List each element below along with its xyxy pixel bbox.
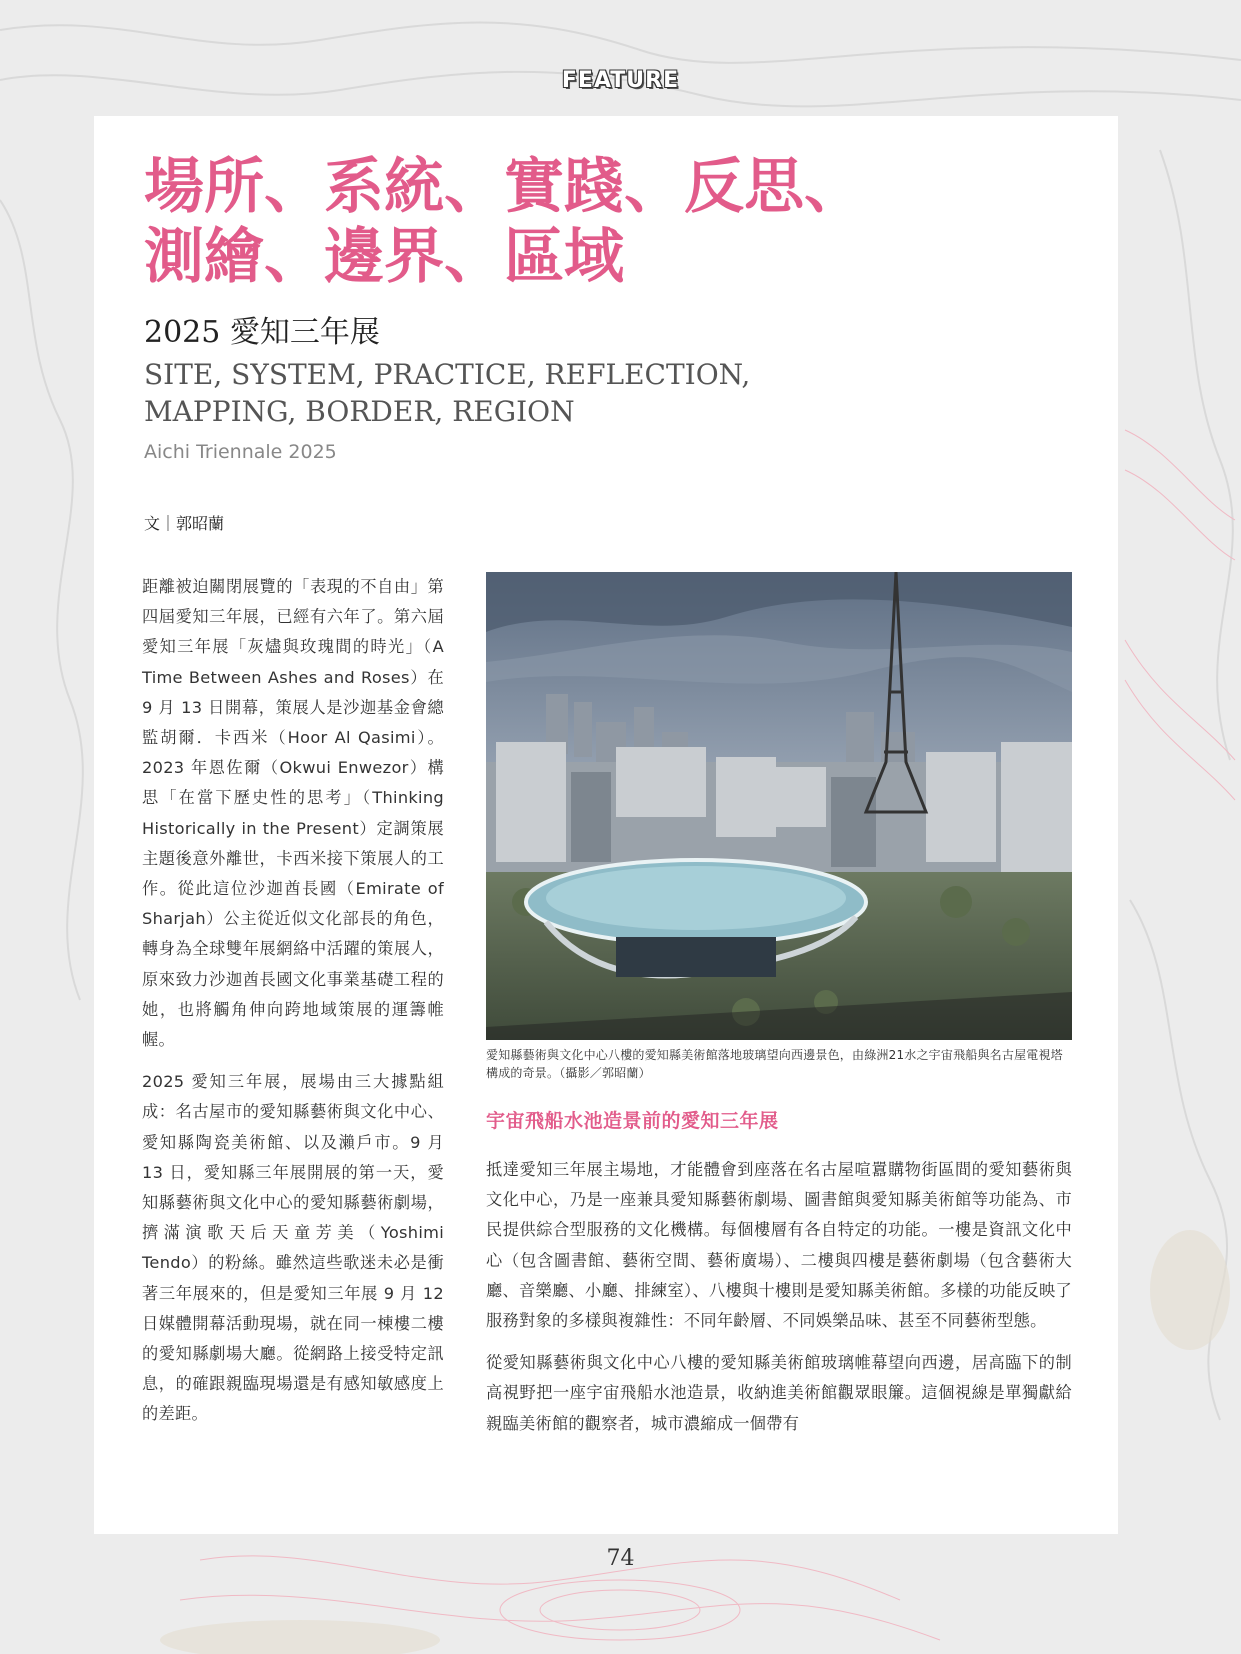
section-label: FEATURE bbox=[561, 68, 680, 93]
article-title-zh-line1: 場所、系統、實踐、反思、 bbox=[144, 152, 864, 222]
article-title-zh bbox=[144, 152, 1044, 292]
body-paragraph: 2025 愛知三年展，展場由三大據點組成：名古屋市的愛知縣藝術與文化中心、愛知縣陶瓷美術館、以及瀨戶市。9 月 13 日，愛知縣三年展開展的第一天，愛知縣藝術與文化中心的愛知縣藝術劇場，擠滿演歌天后天童芳美（Yoshimi Tendo）的粉絲。雖然這些歌迷未必是衝著三年展來的，但是愛知三年展 9 月 12 日媒體開幕活動現場，就在同一棟樓二樓的愛知縣劇場大廳。從網路上接受特定訊息，的確跟親臨現場還是有感知敏感度上的差距。 bbox=[142, 1072, 444, 1424]
left-column bbox=[142, 572, 444, 1442]
body-paragraph: 抵達愛知三年展主場地，才能體會到座落在名古屋喧囂購物街區間的愛知藝術與文化中心，乃是一座兼具愛知縣藝術劇場、圖書館與愛知縣美術館等功能為、市民提供綜合型服務的文化機構。每個樓層有各自特定的功能。一樓是資訊文化中心（包含圖書館、藝術空間、藝術廣場）、二樓與四樓是藝術劇場（包含藝術大廳、音樂廳、小廳、排練室）、八樓與十樓則是愛知縣美術館。多樣的功能反映了服務對象的多樣與複雜性：不同年齡層、不同娛樂品味、甚至不同藝術型態。 bbox=[486, 1160, 1072, 1331]
body-paragraph: 距離被迫關閉展覽的「表現的不自由」第四屆愛知三年展，已經有六年了。第六屆愛知三年展「灰燼與玫瑰間的時光」（A Time Between Ashes and Roses）在 9 月 13 日開幕，策展人是沙迦基金會總監胡爾．卡西米（Hoor Al Qasimi）。2023 年恩佐爾（Okwui Enwezor）構思「在當下歷史性的思考」（Thinking Historically in the Present）定調策展主題後意外離世，卡西米接下策展人的工作。從此這位沙迦酋長國（Emirate of Sharjah）公主從近似文化部長的角色，轉身為全球雙年展網絡中活躍的策展人，原來致力沙迦酋長國文化事業基礎工程的她，也將觸角伸向跨地域策展的運籌帷幄。 bbox=[142, 577, 444, 1050]
body-paragraph: 從愛知縣藝術與文化中心八樓的愛知縣美術館玻璃帷幕望向西邊，居高臨下的制高視野把一座宇宙飛船水池造景，收納進美術館觀眾眼簾。這個視線是單獨獻給親臨美術館的觀察者，城市濃縮成一個帶有 bbox=[486, 1353, 1072, 1433]
article-panel bbox=[94, 116, 1118, 1534]
article-title-en-line1: SITE, SYSTEM, PRACTICE, REFLECTION, bbox=[144, 358, 751, 391]
article-subtitle-en: Aichi Triennale 2025 bbox=[144, 441, 337, 463]
photo-caption: 愛知縣藝術與文化中心八樓的愛知縣美術館落地玻璃望向西邊景色，由綠洲21水之宇宙飛船與名古屋電視塔構成的奇景。（攝影／郭昭蘭） bbox=[486, 1048, 1063, 1080]
page-number: 74 bbox=[606, 1546, 635, 1571]
article-subtitle-zh: 2025 愛知三年展 bbox=[144, 315, 380, 350]
section-heading: 宇宙飛船水池造景前的愛知三年展 bbox=[486, 1110, 779, 1132]
article-title-en bbox=[144, 356, 844, 430]
article-title-en-line2: MAPPING, BORDER, REGION bbox=[144, 395, 575, 428]
article-title-zh-line2: 測繪、邊界、區域 bbox=[144, 222, 624, 292]
author-byline: 文｜郭昭蘭 bbox=[144, 514, 225, 533]
city-view-photo bbox=[486, 572, 1072, 1040]
right-column bbox=[486, 572, 1072, 1451]
